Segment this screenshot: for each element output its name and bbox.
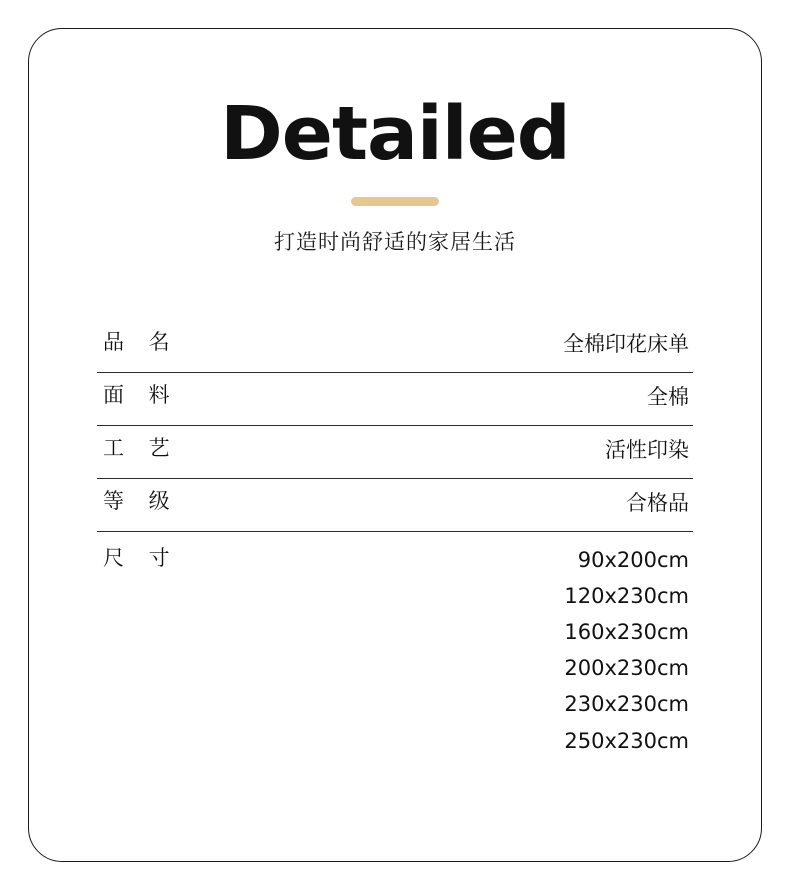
spec-row	[97, 479, 693, 532]
spec-row	[97, 426, 693, 479]
spec-label: 品 名	[103, 330, 179, 354]
spec-value: 活性印染	[605, 438, 689, 462]
spec-row	[97, 373, 693, 426]
spec-label: 面 料	[103, 383, 179, 407]
spec-label: 尺 寸	[103, 546, 179, 570]
detail-card	[28, 28, 762, 862]
spec-table	[97, 320, 693, 767]
card-inner	[29, 29, 761, 861]
spec-row	[97, 320, 693, 373]
spec-value: 合格品	[626, 491, 689, 515]
accent-divider	[351, 197, 439, 206]
size-item: 160x230cm	[564, 620, 689, 645]
spec-label: 工 艺	[103, 436, 179, 460]
spec-value: 全棉印花床单	[563, 332, 689, 356]
spec-value-sizes	[564, 542, 691, 759]
spec-row-sizes	[97, 532, 693, 767]
size-item: 120x230cm	[564, 584, 689, 609]
spec-value: 全棉	[647, 385, 689, 409]
accent-divider-wrap	[97, 197, 693, 206]
spec-label: 等 级	[103, 489, 179, 513]
size-item: 250x230cm	[564, 728, 689, 753]
size-item: 230x230cm	[564, 692, 689, 717]
page-subtitle: 打造时尚舒适的家居生活	[274, 230, 516, 254]
size-item: 200x230cm	[564, 656, 689, 681]
page-title: Detailed	[220, 91, 570, 177]
size-item: 90x200cm	[577, 548, 689, 572]
